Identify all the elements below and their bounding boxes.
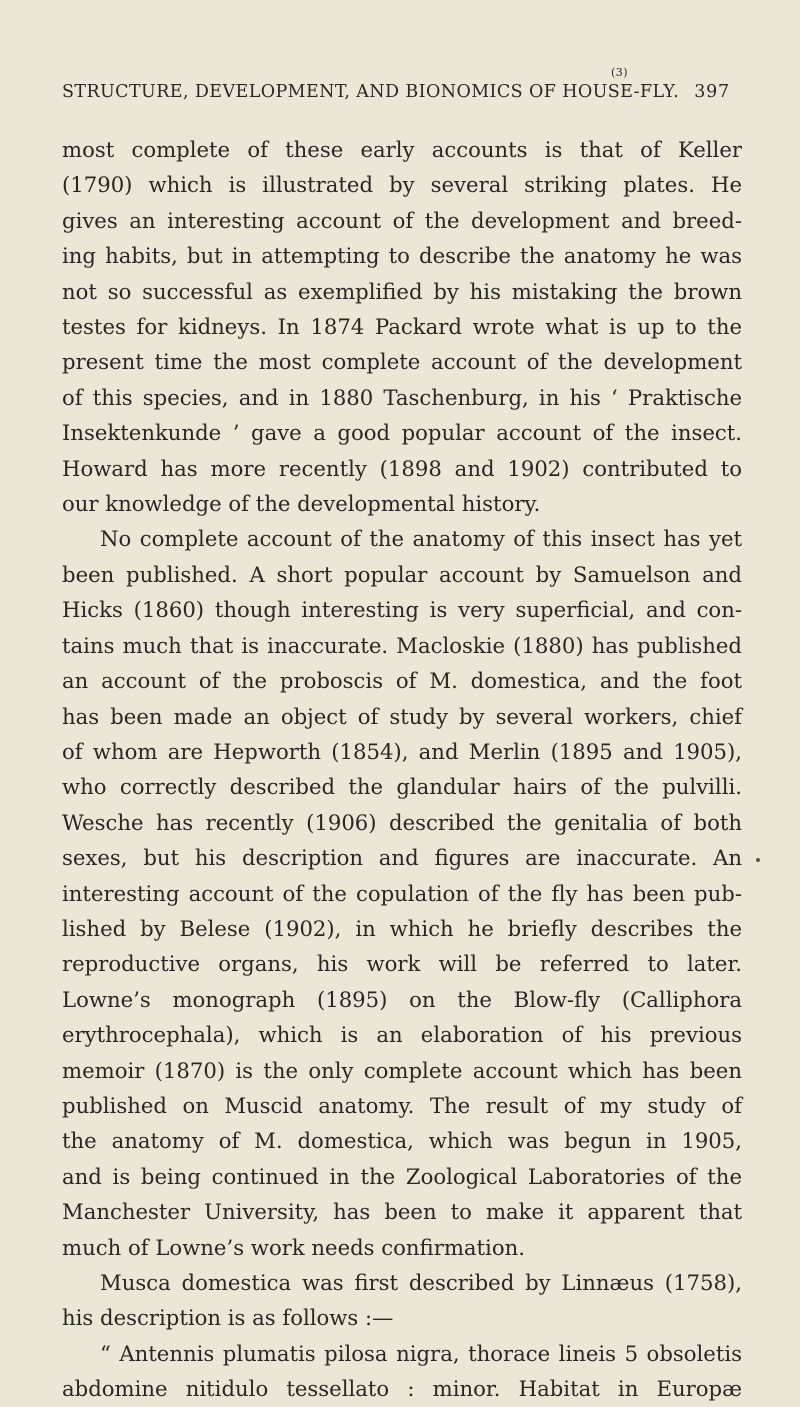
text-line: No complete account of the anatomy of this insect has yet (100, 526, 742, 552)
text-line: reproductive organs, his work will be referred to later. (62, 951, 742, 977)
text-line: erythrocephala), which is an elaboration of his previous (62, 1022, 742, 1048)
text-line: and is being continued in the Zoological Laboratories of the (62, 1163, 742, 1189)
text-line: of whom are Hepworth (1854), and Merlin (1895 and 1905), (62, 738, 742, 764)
text-line: Insektenkunde ’ gave a good popular account of the insect. (62, 420, 742, 446)
text-line: Wesche has recently (1906) described the genitalia of both (62, 809, 742, 835)
text-line: of this species, and in 1880 Taschenburg, in his ‘ Praktische (62, 384, 742, 410)
text-line: sexes, but his description and figures are inaccurate. An (62, 845, 742, 871)
page-number: 397 (694, 82, 730, 102)
text-line: tains much that is inaccurate. Macloskie (1880) has published (62, 632, 742, 658)
text-line: Musca domestica was first described by Linnæus (1758), (100, 1270, 742, 1295)
text-line: not so successful as exemplified by his mistaking the brown (62, 278, 742, 304)
margin-dot (756, 858, 760, 862)
text-line: present time the most complete account of the development (62, 349, 742, 375)
body-text (62, 132, 742, 1407)
text-line: testes for kidneys. In 1874 Packard wrote what is up to the (62, 314, 742, 340)
text-line: Lowne’s monograph (1895) on the Blow-fly (Calliphora (62, 986, 742, 1012)
text-line: interesting account of the copulation of the fly has been pub- (62, 880, 742, 906)
text-line: an account of the proboscis of M. domestica, and the foot (62, 668, 742, 694)
text-line: our knowledge of the developmental history. (62, 491, 541, 517)
text-line: been published. A short popular account by Samuelson and (62, 561, 742, 587)
text-line: lished by Belese (1902), in which he briefly describes the (62, 915, 742, 941)
text-line: abdomine nitidulo tessellato : minor. Habitat in Europæ (62, 1376, 742, 1402)
running-head (62, 82, 730, 102)
text-line: Howard has more recently (1898 and 1902) contributed to (62, 455, 742, 481)
text-line: published on Muscid anatomy. The result of my study of (62, 1092, 742, 1118)
text-line: much of Lowne’s work needs confirmation. (62, 1234, 525, 1260)
text-line: gives an interesting account of the development and breed- (62, 207, 742, 233)
text-line: who correctly described the glandular hairs of the pulvilli. (62, 774, 742, 800)
text-line: most complete of these early accounts is that of Keller (62, 137, 742, 162)
text-line: the anatomy of M. domestica, which was begun in 1905, (62, 1128, 742, 1154)
text-line: Hicks (1860) though interesting is very superficial, and con- (62, 597, 742, 623)
text-line: “ Antennis plumatis pilosa nigra, thorace lineis 5 obsoletis (100, 1340, 742, 1366)
signature-mark: (3) (611, 66, 629, 79)
text-line: has been made an object of study by several workers, chief (62, 703, 742, 729)
text-line: ing habits, but in attempting to describe the anatomy he was (62, 243, 742, 269)
text-line: Manchester University, has been to make it apparent that (62, 1199, 742, 1225)
running-head-title: STRUCTURE, DEVELOPMENT, AND BIONOMICS OF HOUSE-FLY. (62, 82, 680, 102)
text-line: memoir (1870) is the only complete account which has been (62, 1057, 742, 1083)
text-line: his description is as follows :— (62, 1305, 394, 1331)
text-line: (1790) which is illustrated by several striking plates. He (62, 172, 742, 198)
